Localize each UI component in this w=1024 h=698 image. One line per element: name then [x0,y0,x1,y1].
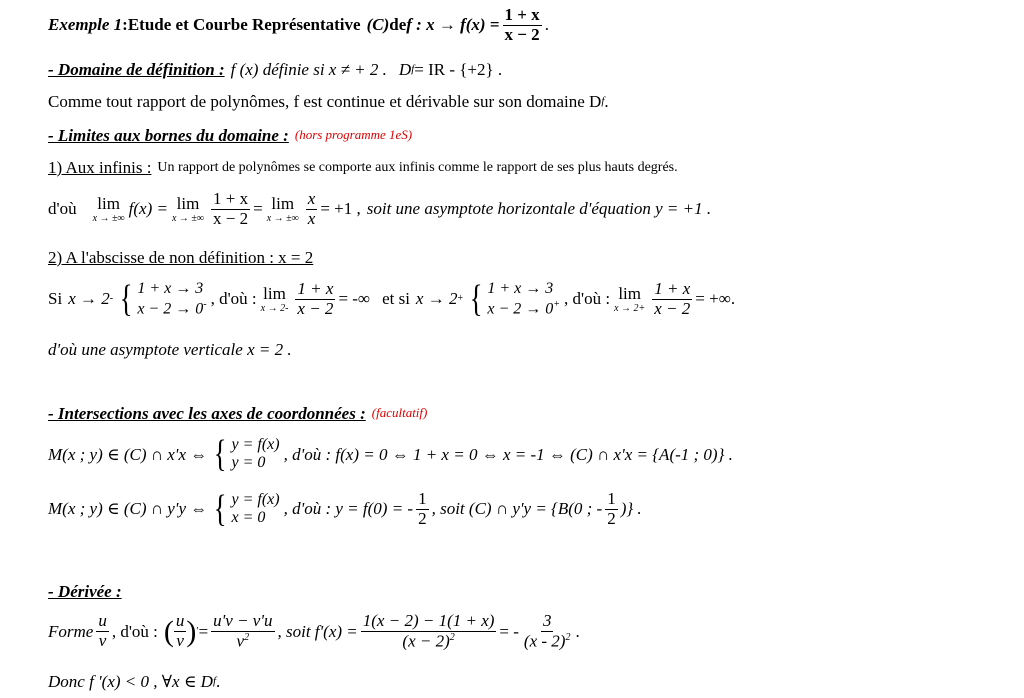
derivative-heading: - Dérivée : [48,582,122,601]
intersection-x-line: M(x ; y) ∈ (C) ∩ x'x ⇔ { y = f(x) y = 0 , d'où : f(x) = 0 ⇔ 1 + x = 0 ⇔ x = -1 ⇔ (C) ∩ x'x = {A(-1 ; 0)} . [48,433,733,476]
limits-heading: - Limites aux bornes du domaine : [48,126,289,145]
example-label: Exemple 1 [48,15,123,35]
domain-heading: - Domaine de définition : [48,60,225,79]
continuity-line: Comme tout rapport de polynômes, f est continue et dérivable sur son domaine D f . [48,92,609,111]
infinity-line: 1) Aux infinis : Un rapport de polynômes se comporte aux infinis comme le rapport de ses plus hauts degrés. [48,158,678,177]
title-fraction: $\frac{1 + x}{x - 2}$ [504,5,540,44]
derivative-formula-line: Forme $\frac{u}{v}$ , d'où : ( $\frac{u}{v}$ ) ′ = $\frac{u'v - v'u}{v^2}$ , soit f'(x) = $\frac{1(x - 2) - 1(1 + x)}{(x - 2)^2}$ = - $\frac{3}{(x - 2)^2}$ . [48,611,580,651]
intersection-y-line: M(x ; y) ∈ (C) ∩ y'y ⇔ { y = f(x) x = 0 , d'où : y = f(0) = - $\frac{1}{2}$ , soit (C) ∩ y'y = {B(0 ; - $\frac{1}{2}$ )} . [48,488,642,531]
title-text: Etude et Courbe Représentative [127,15,361,35]
derivative-heading-line [48,582,122,602]
title-line: Exemple 1 : Etude et Courbe Représentative (C) de f : x → f(x) = $\frac{1 + x}{x - 2}$ . [48,5,549,44]
infinity-label: 1) Aux infinis : [48,158,152,177]
abscissa-line [48,248,313,268]
system-left: { 1 + x → 3 x − 2 → 0- [119,278,207,321]
horizontal-asymptote: soit une asymptote horizontale d'équation y = +1 . [366,199,712,219]
intersections-heading-line [48,404,427,424]
limits-heading-line [48,126,412,146]
conclusion-line: Donc f '(x) < 0 , ∀x ∈ D f . [48,672,221,691]
intersections-heading: - Intersections avec les axes de coordonnées : [48,404,366,423]
function-definition: f : x → f(x) = [406,15,500,35]
domain-df: D [398,60,412,79]
limits-note: (hors programme 1eS) [294,127,413,143]
vertical-asymptote: d'où une asymptote verticale x = 2 . [48,340,292,359]
intersections-note: (facultatif) [371,405,428,421]
system-right: { 1 + x → 3 x − 2 → 0+ [469,278,561,321]
vertical-asymptote-line [48,340,292,360]
infinity-limit-line: d'où lim x → ±∞ f(x) = lim x → ±∞ $\frac{1 + x}{x - 2}$ = lim x → ±∞ $\frac{x}{x}$ = +1 , soit une asymptote horizontale d'équation y = +1 . [48,189,712,228]
abscissa-label: 2) A l'abscisse de non définition : x = 2 [48,248,314,267]
domain-line: - Domaine de définition : f (x) définie si x ≠ + 2 . D f = IR - {+2} . [48,60,503,79]
vertical-limits-line: Si x → 2 - { 1 + x → 3 x − 2 → 0- , d'où : lim x → 2- $\frac{1 + x}{x - 2}$ = -∞ et si x → 2 + { 1 + x → 3 x − 2 → 0+ , d'où : lim x → 2+ $\frac{1 + x}{x - 2}$ = +∞ . [48,278,736,321]
